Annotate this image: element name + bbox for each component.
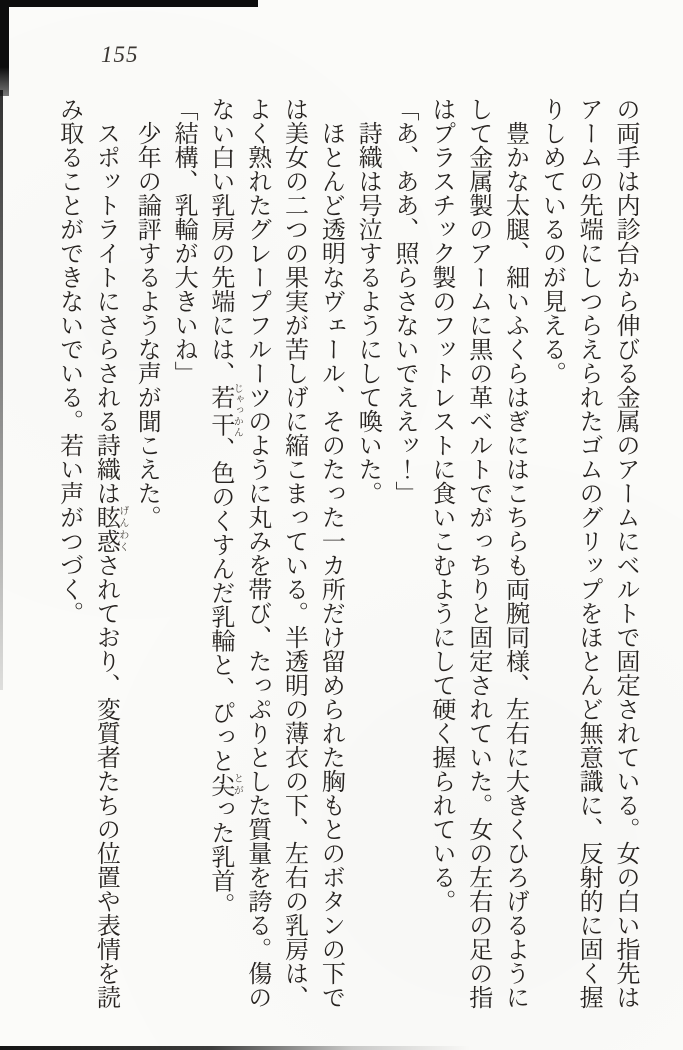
ruby-annotated-word: 若干じゃっかん [206, 383, 243, 439]
paragraph: の両手は内診台から伸びる金属のアームにベルトで固定されている。女の白い指先はアームの先端にしつらえられたゴムのグリップをほとんど無意識に、反射的に固く握りしめているのが見える。 [538, 97, 638, 1009]
scan-artifact-left-edge [0, 0, 9, 96]
paragraph: 「あ、ああ、照らさないでええッ！」 [391, 97, 418, 505]
ruby-annotated-word: 眩惑げんわく [92, 505, 128, 553]
paragraph: 少年の論評するような声が聞こえた。 [133, 121, 160, 529]
scan-artifact-bottom-edge [0, 1046, 470, 1050]
paragraph: 「結構、乳輪が大きいね」 [170, 97, 197, 385]
paragraph: 豊かな太腿、細いふくらはぎにはこちらも両腕同様、左右に大きくひろげるようにして金属製のアームに黒の革ベルトでがっちりと固定されていた。女の左右の足の指はプラスチック製のフットレストに食いこむようにして硬く握られている。 [427, 97, 528, 1009]
page-number: 155 [101, 42, 139, 67]
ruby-annotated-word: 尖とが [206, 772, 243, 797]
body-text [50, 97, 643, 1013]
paragraph: スポットライトにさらされる詩織は眩惑げんわくされており、変質者たちの位置や表情を読み取ることができないでいる。若い声がつづく。 [55, 97, 128, 1009]
paragraph: 詩織は号泣するようにして喚いた。 [354, 121, 381, 505]
paragraph: ほとんど透明なヴェール、そのたった一カ所だけ留められた胸もとのボタンの下では美女の二つの果実が苦しげに縮こまっている。半透明の薄衣の下、左右の乳房は、よく熟れたグレープフルーツのように丸みを帯び、たっぷりとした質量を誇る。傷のない白い乳房の先端には、若干じゃっかん、色のくすんだ乳輪と、ぴっと尖とがった乳首。 [206, 97, 344, 1009]
scan-artifact-left-edge-fade [0, 90, 3, 690]
scan-artifact-top-edge [0, 0, 258, 7]
